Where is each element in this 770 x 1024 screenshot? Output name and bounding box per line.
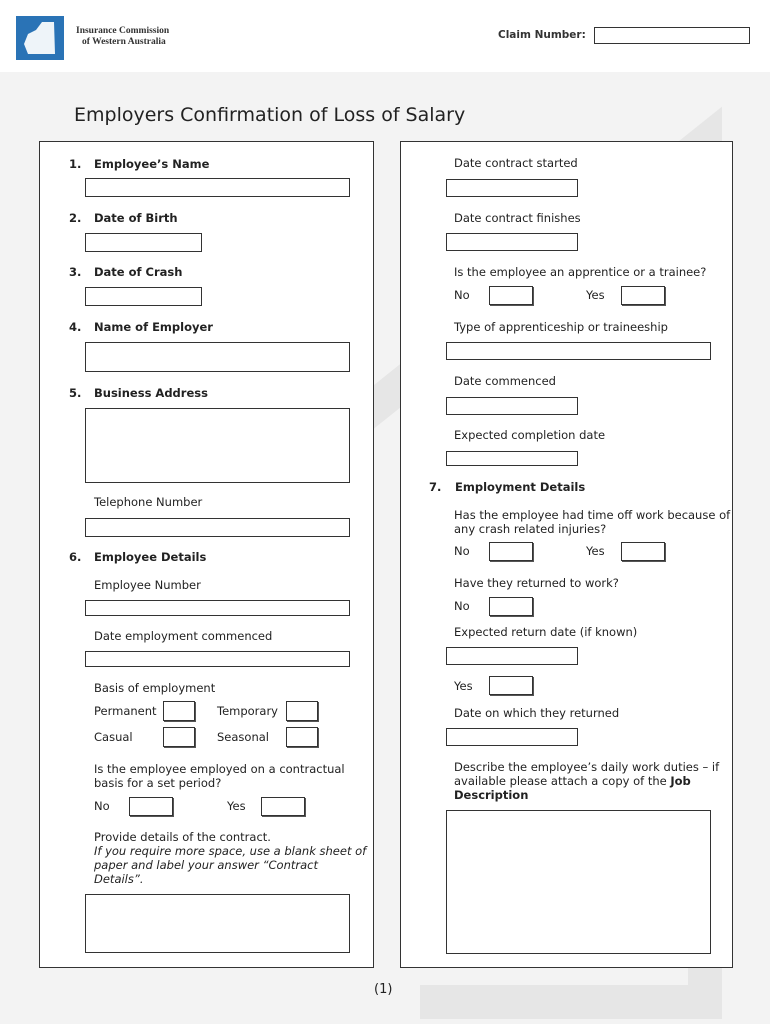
returned-yes-label: Yes	[454, 679, 473, 693]
expected-return-label: Expected return date (if known)	[454, 625, 638, 639]
employee-number-field[interactable]	[85, 600, 350, 616]
permanent-label: Permanent	[94, 704, 157, 718]
time-off-question: Has the employee had time off work because of any crash related injuries?	[454, 508, 731, 536]
returned-question: Have they returned to work?	[454, 576, 619, 590]
organisation-name-line1: Insurance Commission	[76, 26, 170, 36]
temporary-checkbox[interactable]	[286, 701, 318, 721]
apprentice-yes-label: Yes	[586, 288, 605, 302]
apprentice-yes-checkbox[interactable]	[621, 286, 665, 305]
work-duties-question	[454, 760, 726, 802]
expected-completion-field[interactable]	[446, 451, 578, 466]
business-address-field[interactable]	[85, 408, 350, 483]
date-returned-label: Date on which they returned	[454, 706, 620, 720]
expected-completion-label: Expected completion date	[454, 428, 606, 442]
contract-started-field[interactable]	[446, 179, 578, 197]
date-employment-field[interactable]	[85, 651, 350, 667]
employee-name-label: Employee’s Name	[94, 157, 210, 171]
date-of-crash-field[interactable]	[85, 287, 202, 306]
date-commenced-field[interactable]	[446, 397, 578, 415]
contract-started-label: Date contract started	[454, 156, 578, 170]
contract-no-checkbox[interactable]	[129, 797, 173, 816]
date-commenced-label: Date commenced	[454, 374, 556, 388]
business-address-label: Business Address	[94, 386, 208, 400]
section-6-number: 6.	[69, 550, 82, 564]
section-3-number: 3.	[69, 265, 82, 279]
employment-details-label: Employment Details	[455, 480, 586, 494]
employee-number-label: Employee Number	[94, 578, 201, 592]
contract-yes-label: Yes	[227, 799, 246, 813]
date-employment-label: Date employment commenced	[94, 629, 273, 643]
organisation-logo	[16, 16, 64, 60]
contract-details-field[interactable]	[85, 894, 350, 953]
page-number: (1)	[374, 982, 393, 997]
time-off-yes-checkbox[interactable]	[621, 542, 665, 561]
work-duties-text: Describe the employee’s daily work duties – if available please attach a copy of the	[454, 760, 720, 788]
casual-label: Casual	[94, 730, 133, 744]
contract-yes-checkbox[interactable]	[261, 797, 305, 816]
work-duties-field[interactable]	[446, 810, 711, 954]
claim-number-field[interactable]	[594, 27, 750, 44]
time-off-no-label: No	[454, 544, 470, 558]
permanent-checkbox[interactable]	[163, 701, 195, 721]
basis-employment-label: Basis of employment	[94, 681, 216, 695]
section-7-number: 7.	[429, 480, 442, 494]
returned-no-checkbox[interactable]	[489, 597, 533, 616]
date-of-crash-label: Date of Crash	[94, 265, 183, 279]
page-title: Employers Confirmation of Loss of Salary	[74, 104, 466, 126]
contract-finishes-label: Date contract finishes	[454, 211, 581, 225]
apprentice-no-checkbox[interactable]	[489, 286, 533, 305]
apprentice-no-label: No	[454, 288, 470, 302]
claim-number-label: Claim Number:	[498, 29, 586, 41]
section-4-number: 4.	[69, 320, 82, 334]
returned-yes-checkbox[interactable]	[489, 676, 533, 695]
contract-no-label: No	[94, 799, 110, 813]
time-off-no-checkbox[interactable]	[489, 542, 533, 561]
apprenticeship-type-label: Type of apprenticeship or traineeship	[454, 320, 668, 334]
apprentice-question: Is the employee an apprentice or a trainee?	[454, 265, 707, 279]
contract-question: Is the employee employed on a contractual basis for a set period?	[94, 762, 345, 790]
job-description-bold: Job Description	[454, 774, 691, 802]
expected-return-field[interactable]	[446, 647, 578, 665]
employer-name-field[interactable]	[85, 342, 350, 372]
provide-details-label: Provide details of the contract.	[94, 830, 271, 844]
contract-finishes-field[interactable]	[446, 233, 578, 251]
returned-no-label: No	[454, 599, 470, 613]
section-1-number: 1.	[69, 157, 82, 171]
telephone-field[interactable]	[85, 518, 350, 537]
section-5-number: 5.	[69, 386, 82, 400]
more-space-note: If you require more space, use a blank sheet of paper and label your answer “Contract Details”.	[94, 844, 367, 886]
time-off-yes-label: Yes	[586, 544, 605, 558]
employee-details-label: Employee Details	[94, 550, 207, 564]
date-returned-field[interactable]	[446, 728, 578, 746]
temporary-label: Temporary	[217, 704, 278, 718]
casual-checkbox[interactable]	[163, 727, 195, 747]
date-of-birth-field[interactable]	[85, 233, 202, 252]
apprenticeship-type-field[interactable]	[446, 342, 711, 360]
section-2-number: 2.	[69, 211, 82, 225]
seasonal-label: Seasonal	[217, 730, 269, 744]
organisation-name	[76, 26, 169, 48]
organisation-name-line2: of Western Australia	[82, 37, 166, 47]
telephone-label: Telephone Number	[94, 495, 203, 509]
employer-name-label: Name of Employer	[94, 320, 213, 334]
date-of-birth-label: Date of Birth	[94, 211, 178, 225]
seasonal-checkbox[interactable]	[286, 727, 318, 747]
employee-name-field[interactable]	[85, 178, 350, 197]
